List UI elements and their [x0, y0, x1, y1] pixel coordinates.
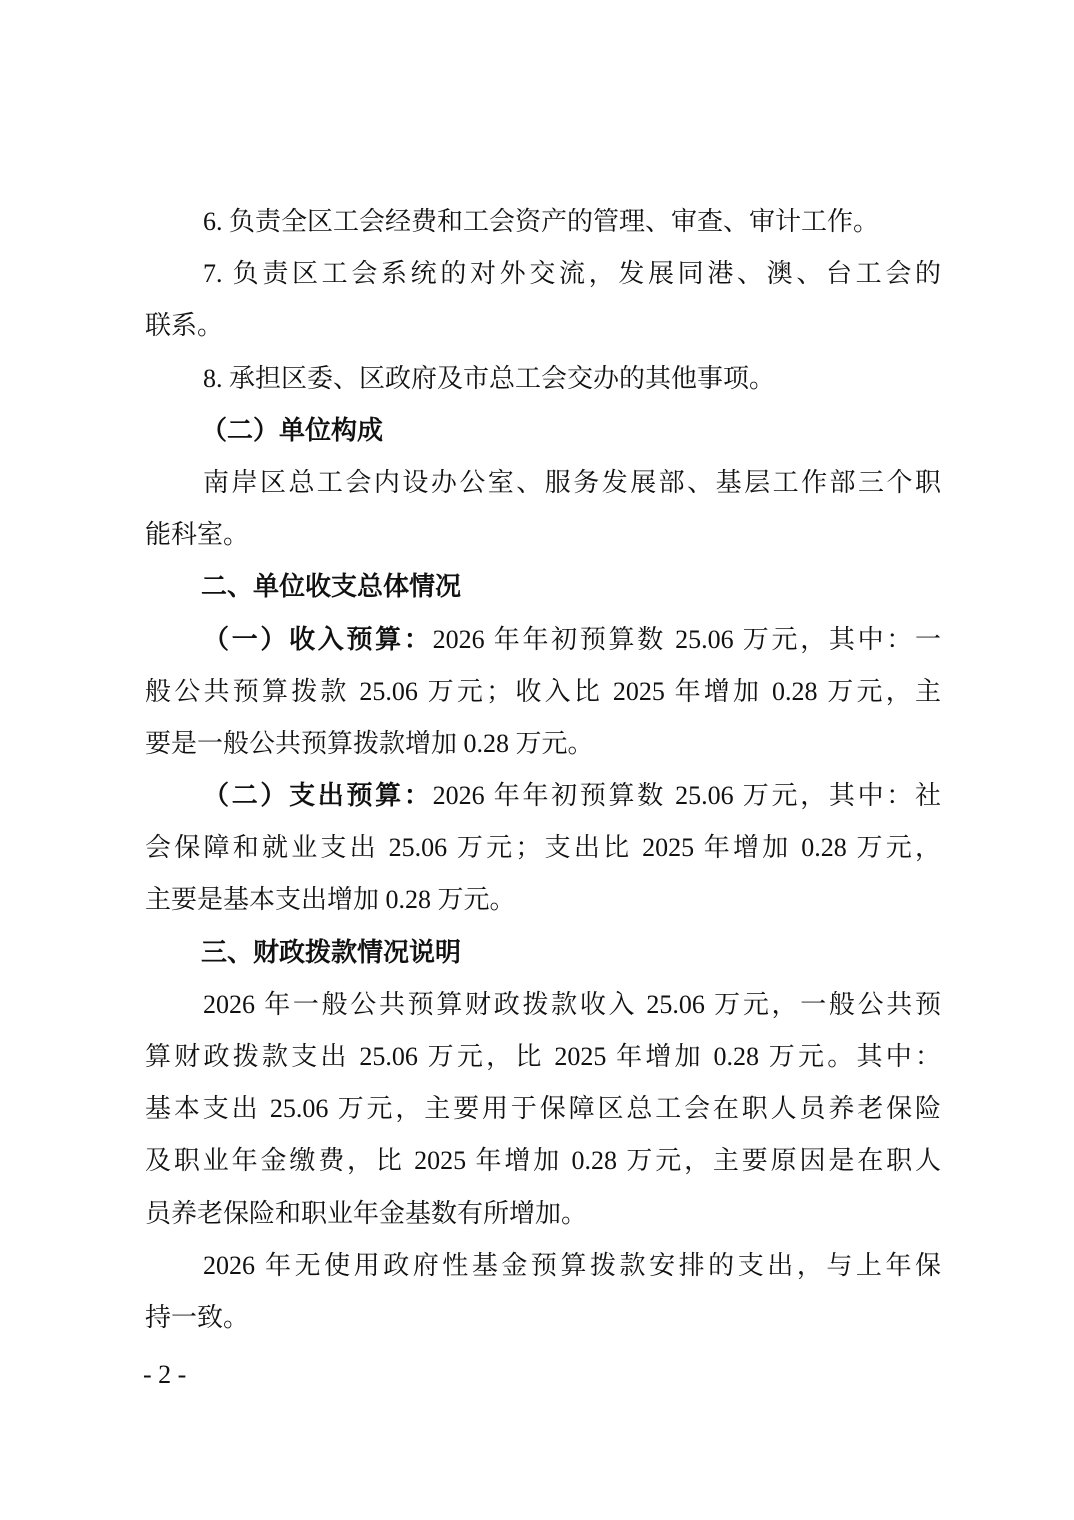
document-body: [145, 196, 941, 1344]
text-line: 南岸区总工会内设办公室、服务发展部、基层工作部三个职: [203, 467, 941, 497]
text-line: 员养老保险和职业年金基数有所增加。: [145, 1198, 588, 1228]
paragraph: [145, 614, 941, 771]
bold-label: 二、单位收支总体情况: [201, 572, 462, 602]
text-line: [145, 561, 941, 613]
text-line: [145, 614, 941, 666]
paragraph: [145, 353, 941, 405]
section-heading: [145, 927, 941, 979]
line-text: 2026 年年初预算数 25.06 万元，其中：一: [432, 624, 941, 654]
text-line: 基本支出 25.06 万元，主要用于保障区总工会在职人员养老保险: [145, 1094, 941, 1124]
paragraph: [145, 770, 941, 927]
line-text: 2026 年年初预算数 25.06 万元，其中：社: [432, 781, 941, 811]
paragraph: [145, 457, 941, 561]
text-line: 8. 承担区委、区政府及市总工会交办的其他事项。: [203, 363, 776, 393]
bold-label: （二）单位构成: [201, 415, 384, 445]
text-line: 要是一般公共预算拨款增加 0.28 万元。: [145, 728, 594, 758]
text-line: 主要是基本支出增加 0.28 万元。: [145, 885, 516, 915]
text-line: 2026 年一般公共预算财政拨款收入 25.06 万元，一般公共预: [203, 989, 941, 1019]
text-line: 2026 年无使用政府性基金预算拨款安排的支出，与上年保: [203, 1250, 941, 1280]
text-line: [145, 405, 941, 457]
text-line: 7. 负责区工会系统的对外交流，发展同港、澳、台工会的: [203, 259, 941, 289]
paragraph: [145, 1240, 941, 1344]
bold-label: （一）收入预算：: [203, 624, 433, 654]
text-line: 算财政拨款支出 25.06 万元，比 2025 年增加 0.28 万元。其中：: [145, 1042, 941, 1071]
text-line: 6. 负责全区工会经费和工会资产的管理、审查、审计工作。: [203, 207, 880, 236]
text-line: 持一致。: [145, 1302, 250, 1332]
section-heading: [145, 405, 941, 457]
text-line: 般公共预算拨款 25.06 万元；收入比 2025 年增加 0.28 万元，主: [145, 676, 941, 706]
text-line: 能科室。: [145, 520, 250, 550]
bold-label: （二）支出预算：: [203, 781, 433, 811]
page-number: - 2 -: [143, 1360, 187, 1389]
text-line: 联系。: [145, 311, 224, 341]
text-line: 会保障和就业支出 25.06 万元；支出比 2025 年增加 0.28 万元，: [145, 833, 941, 863]
text-line: [145, 927, 941, 979]
paragraph: [145, 196, 941, 248]
section-heading: [145, 561, 941, 613]
text-line: [145, 770, 941, 822]
text-line: 及职业年金缴费，比 2025 年增加 0.28 万元，主要原因是在职人: [145, 1146, 941, 1176]
paragraph: [145, 248, 941, 352]
paragraph: [145, 979, 941, 1240]
bold-label: 三、财政拨款情况说明: [201, 937, 462, 967]
